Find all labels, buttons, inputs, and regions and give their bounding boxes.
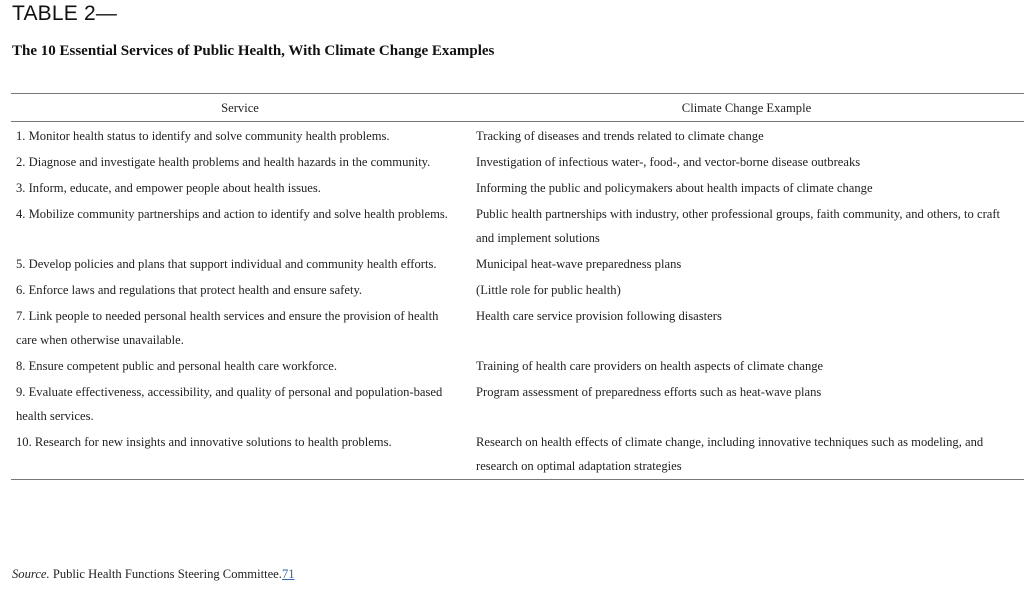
example-cell: Training of health care providers on health aspects of climate change — [476, 359, 824, 373]
example-cell: Public health partnerships with industry, other professional groups, faith community, and others, to craft and implement solutions — [476, 207, 1001, 245]
table-row — [11, 303, 1024, 353]
example-cell: Tracking of diseases and trends related to climate change — [476, 129, 764, 143]
example-cell: Research on health effects of climate change, including innovative techniques such as modeling, and research on optimal adaptation strategies — [476, 435, 984, 473]
source-text: Public Health Functions Steering Committee. — [52, 567, 282, 581]
service-cell: 4. Mobilize community partnerships and action to identify and solve health problems. — [16, 207, 448, 221]
reference-link[interactable]: 71 — [281, 567, 295, 581]
source-note — [12, 567, 295, 582]
table-label: TABLE 2— — [12, 2, 118, 25]
table-caption: The 10 Essential Services of Public Health, With Climate Change Examples — [12, 43, 495, 59]
column-header-example: Climate Change Example — [681, 100, 812, 115]
service-cell: 10. Research for new insights and innovative solutions to health problems. — [16, 435, 392, 449]
table-body — [11, 122, 1024, 480]
header-row — [11, 94, 1024, 122]
service-cell: 3. Inform, educate, and empower people about health issues. — [16, 181, 321, 195]
example-cell: Investigation of infectious water-, food-, and vector-borne disease outbreaks — [476, 155, 861, 169]
table-row — [11, 277, 1024, 303]
source-label: Source. — [12, 567, 50, 581]
service-cell: 9. Evaluate effectiveness, accessibility, and quality of personal and population-based health services. — [16, 385, 443, 423]
column-header-service: Service — [221, 100, 259, 115]
table-row — [11, 353, 1024, 379]
example-cell: Health care service provision following disasters — [476, 309, 722, 323]
service-cell: 2. Diagnose and investigate health problems and health hazards in the community. — [16, 155, 431, 169]
table-header — [11, 94, 1024, 122]
service-cell: 8. Ensure competent public and personal health care workforce. — [16, 359, 338, 373]
table-row — [11, 251, 1024, 277]
table-row — [11, 201, 1024, 251]
table-row — [11, 429, 1024, 480]
service-cell: 6. Enforce laws and regulations that protect health and ensure safety. — [16, 283, 363, 297]
service-cell: 5. Develop policies and plans that support individual and community health efforts. — [16, 257, 437, 271]
example-cell: Program assessment of preparedness efforts such as heat-wave plans — [476, 385, 822, 399]
table-row — [11, 379, 1024, 429]
example-cell: Municipal heat-wave preparedness plans — [476, 257, 682, 271]
essential-services-table — [11, 93, 1024, 480]
example-cell: (Little role for public health) — [476, 283, 621, 297]
example-cell: Informing the public and policymakers about health impacts of climate change — [476, 181, 873, 195]
table-row — [11, 122, 1024, 150]
service-cell: 7. Link people to needed personal health services and ensure the provision of health care when otherwise unavailable. — [16, 309, 439, 347]
table-row — [11, 149, 1024, 175]
table-row — [11, 175, 1024, 201]
service-cell: 1. Monitor health status to identify and solve community health problems. — [16, 129, 390, 143]
